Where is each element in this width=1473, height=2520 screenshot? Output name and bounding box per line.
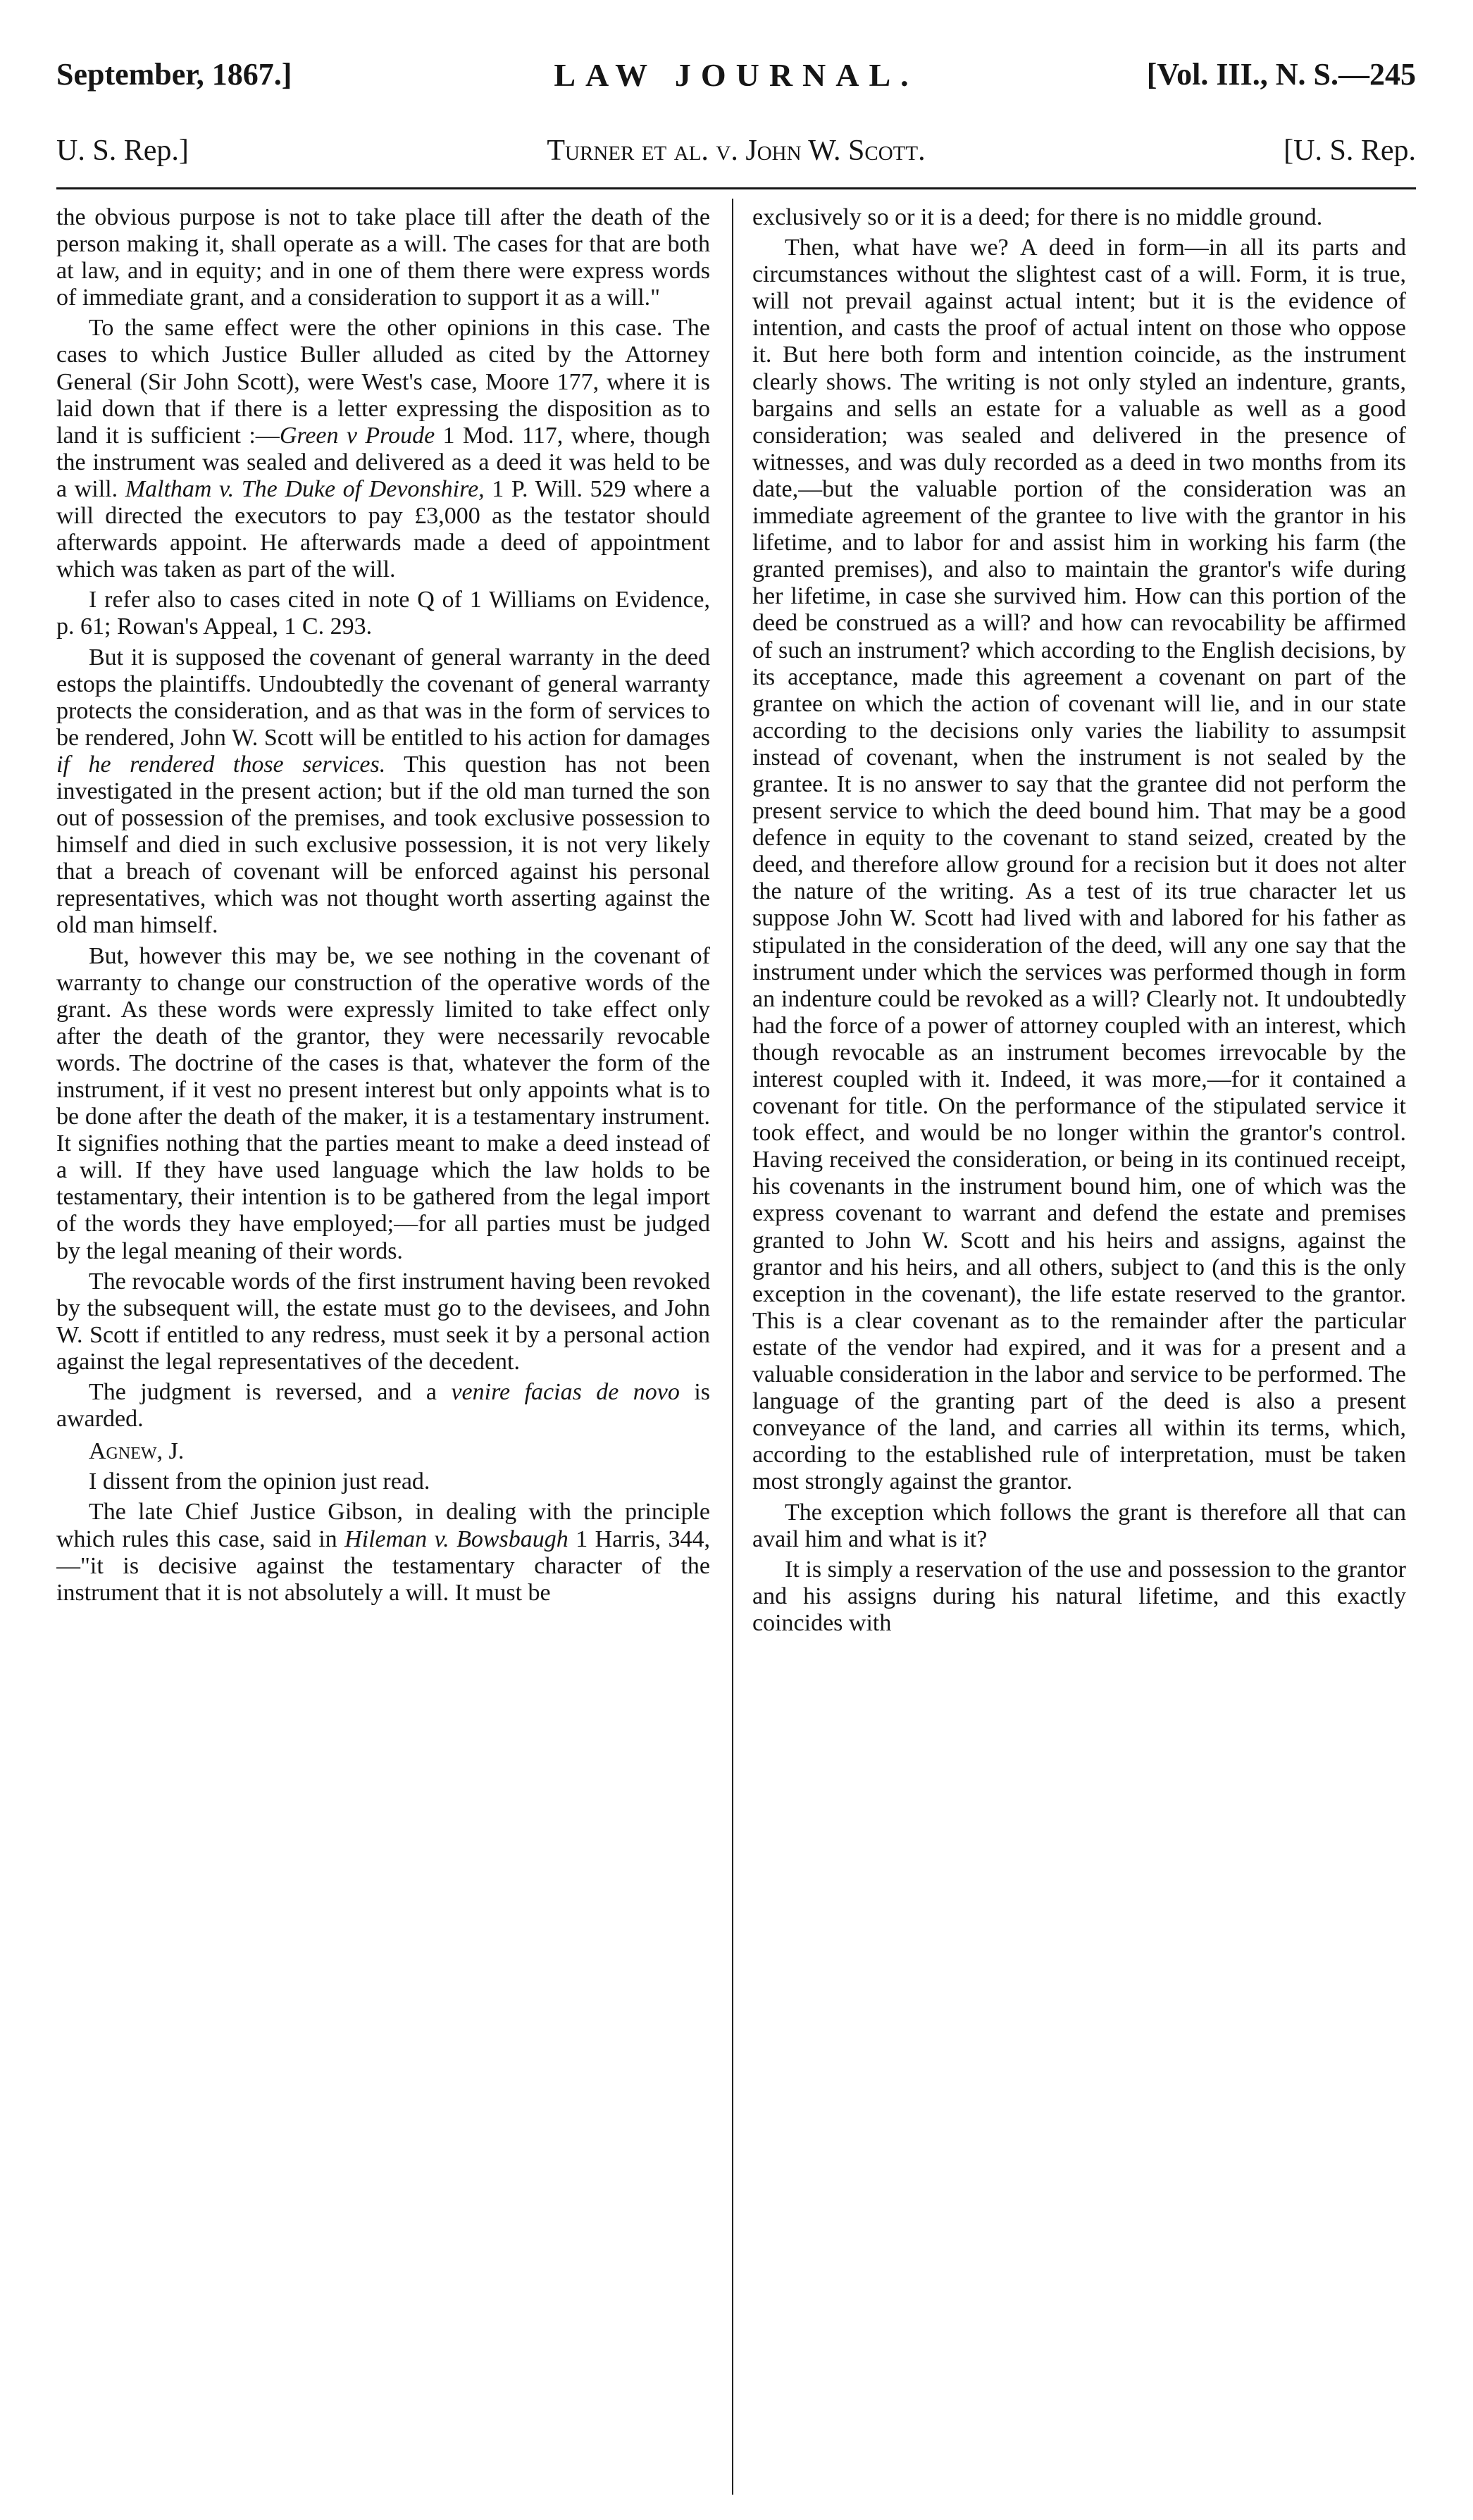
report-label-right: [U. S. Rep. bbox=[1284, 135, 1416, 167]
paragraph: The late Chief Justice Gibson, in dealing with the principle which rules this case, said in Hileman v. Bowsbaugh 1 Harris, 344,—"it is decisive against the testamentary character of the instrument that it is not absolutely a will. It must be bbox=[56, 1499, 710, 1606]
case-citation: Green v Proude bbox=[279, 422, 435, 449]
emphasis: venire facias de novo bbox=[451, 1379, 680, 1406]
judge-name: Agnew, J. bbox=[89, 1438, 185, 1465]
paragraph: It is simply a reservation of the use and possession to the grantor and his assigns during his natural lifetime, and this exactly coincides with bbox=[752, 1556, 1406, 1636]
column-divider bbox=[732, 199, 733, 2495]
case-title: Turner et al. v. John W. Scott. bbox=[547, 135, 926, 167]
header-date: September, 1867.] bbox=[56, 57, 292, 92]
right-column bbox=[752, 204, 1406, 2493]
emphasis: if he rendered those services. bbox=[56, 751, 386, 778]
case-citation: Maltham v. The Duke of Devonshire, bbox=[125, 475, 485, 502]
report-label-left: U. S. Rep.] bbox=[56, 135, 189, 167]
paragraph: The judgment is reversed, and a venire facias de novo is awarded. bbox=[56, 1379, 710, 1433]
paragraph: I dissent from the opinion just read. bbox=[89, 1468, 430, 1495]
paragraph: I refer also to cases cited in note Q of 1 Williams on Evidence, p. 61; Rowan's Appeal, 1 C. 293. bbox=[56, 587, 710, 640]
paragraph: The exception which follows the grant is therefore all that can avail him and what is it? bbox=[752, 1499, 1406, 1552]
paragraph: The revocable words of the first instrument having been revoked by the subsequent will, the estate must go to the devisees, and John W. Scott if entitled to any redress, must seek it by a personal action against the legal representatives of the decedent. bbox=[56, 1268, 710, 1375]
running-header bbox=[56, 56, 1416, 99]
left-column bbox=[56, 204, 710, 2493]
case-citation: Hileman v. Bowsbaugh bbox=[344, 1526, 568, 1552]
case-header bbox=[56, 134, 1416, 189]
paragraph: Then, what have we? A deed in form—in all its parts and circumstances without the slightest cast of a will. Form, it is true, will not prevail against actual intent; but it is the evidence of intention, and casts the proof of actual intent on those who oppose it. But here both form and intention coincide, as the instrument clearly shows. The writing is not only styled an indenture, grants, bargains and sells an estate for a valuable as well as a good consideration; was sealed and delivered in the presence of witnesses, and was duly recorded as a deed in two months from its date,—but the valuable portion of the consideration was an immediate agreement of the grantee to live with the grantor in his lifetime, and to labor for and assist him in working his farm (the granted premises), and also to maintain the grantor's wife during her lifetime, in case she survived him. How can this portion of the deed be construed as a will? and how can revocability be affirmed of such an instrument? which according to the English decisions, by its acceptance, made this agreement a covenant on part of the grantee on which the action of covenant will lie, and in our state according to the decisions only varies the liability to assumpsit instead of covenant, when the instrument is not sealed by the grantee. It is no answer to say that the grantee did not perform the present service to which the deed bound him. That may be a good defence in equity to the covenant to stand seized, created by the deed, and therefore allow ground for a recision but it does not alter the nature of the writing. As a test of its true character let us suppose John W. Scott had lived with and labored for his father as stipulated in the consideration of the deed, will any one say that the instrument under which the services was performed though in form an indenture could be revoked as a will? Clearly not. It undoubtedly had the force of a power of attorney coupled with an interest, which though revocable as an instrument becomes irrevocable by the interest coupled with it. Indeed, it was more,—for it contained a covenant for title. On the performance of the stipulated service it took effect, and would be no longer within the grantor's control. Having received the consideration, or being in its continued receipt, his covenants in the instrument bound him, one of which was the express covenant to warrant and defend the estate and premises granted to John W. Scott and his heirs and assigns, against the grantor and his heirs, and all others, subject to (and this is the only exception in the covenant), the life estate reserved to the grantor. This is a clear covenant as to the remainder after the particular estate of the vendor had expired, and it was for a present and a valuable consideration in the labor and service to be performed. The language of the granting part of the deed is also a present conveyance of the land, and carries all within its terms, which, according to the established rule of interpretation, must be taken most strongly against the grantor. bbox=[752, 235, 1406, 1495]
header-volume: [Vol. III., N. S.—245 bbox=[1146, 57, 1416, 92]
paragraph: But, however this may be, we see nothing in the covenant of warranty to change our construction of the operative words of the grant. As these words were expressly limited to take effect only after the death of the grantor, they were necessarily revocable words. The doctrine of the cases is that, whatever the form of the instrument, if it vest no present interest but only appoints what is to be done after the death of the maker, it is a testamentary instrument. It signifies nothing that the parties meant to make a deed instead of a will. If they have used language which the law holds to be testamentary, their intention is to be gathered from the legal import of the words they have employed;—for all parties must be judged by the legal meaning of their words. bbox=[56, 942, 710, 1264]
journal-title: LAW JOURNAL. bbox=[554, 57, 919, 93]
paragraph: exclusively so or it is a deed; for there is no middle ground. bbox=[752, 204, 1323, 230]
paragraph: the obvious purpose is not to take place till after the death of the person making it, shall operate as a will. The cases for that are both at law, and in equity; and in one of them there were express words of immediate grant, and a consideration to support it as a will." bbox=[56, 204, 710, 311]
paragraph: But it is supposed the covenant of general warranty in the deed estops the plaintiffs. Undoubtedly the covenant of general warranty protects the consideration, and as that was in the form of services to be rendered, John W. Scott will be entitled to his action for damages if he rendered those services. This question has not been investigated in the present action; but if the old man turned the son out of possession of the premises, and took exclusive possession to himself and died in such exclusive possession, it is not very likely that a breach of covenant will be enforced against his personal representatives, which was not thought worth asserting against the old man himself. bbox=[56, 644, 710, 939]
paragraph: To the same effect were the other opinions in this case. The cases to which Justice Buller alluded as cited by the Attorney General (Sir John Scott), were West's case, Moore 177, where it is laid down that if there is a letter expressing the disposition as to land it is sufficient :—Green v Proude 1 Mod. 117, where, though the instrument was sealed and delivered as a deed it was held to be a will. Maltham v. The Duke of Devonshire, 1 P. Will. 529 where a will directed the executors to pay £3,000 as the testator should afterwards appoint. He afterwards made a deed of appointment which was taken as part of the will. bbox=[56, 315, 710, 583]
